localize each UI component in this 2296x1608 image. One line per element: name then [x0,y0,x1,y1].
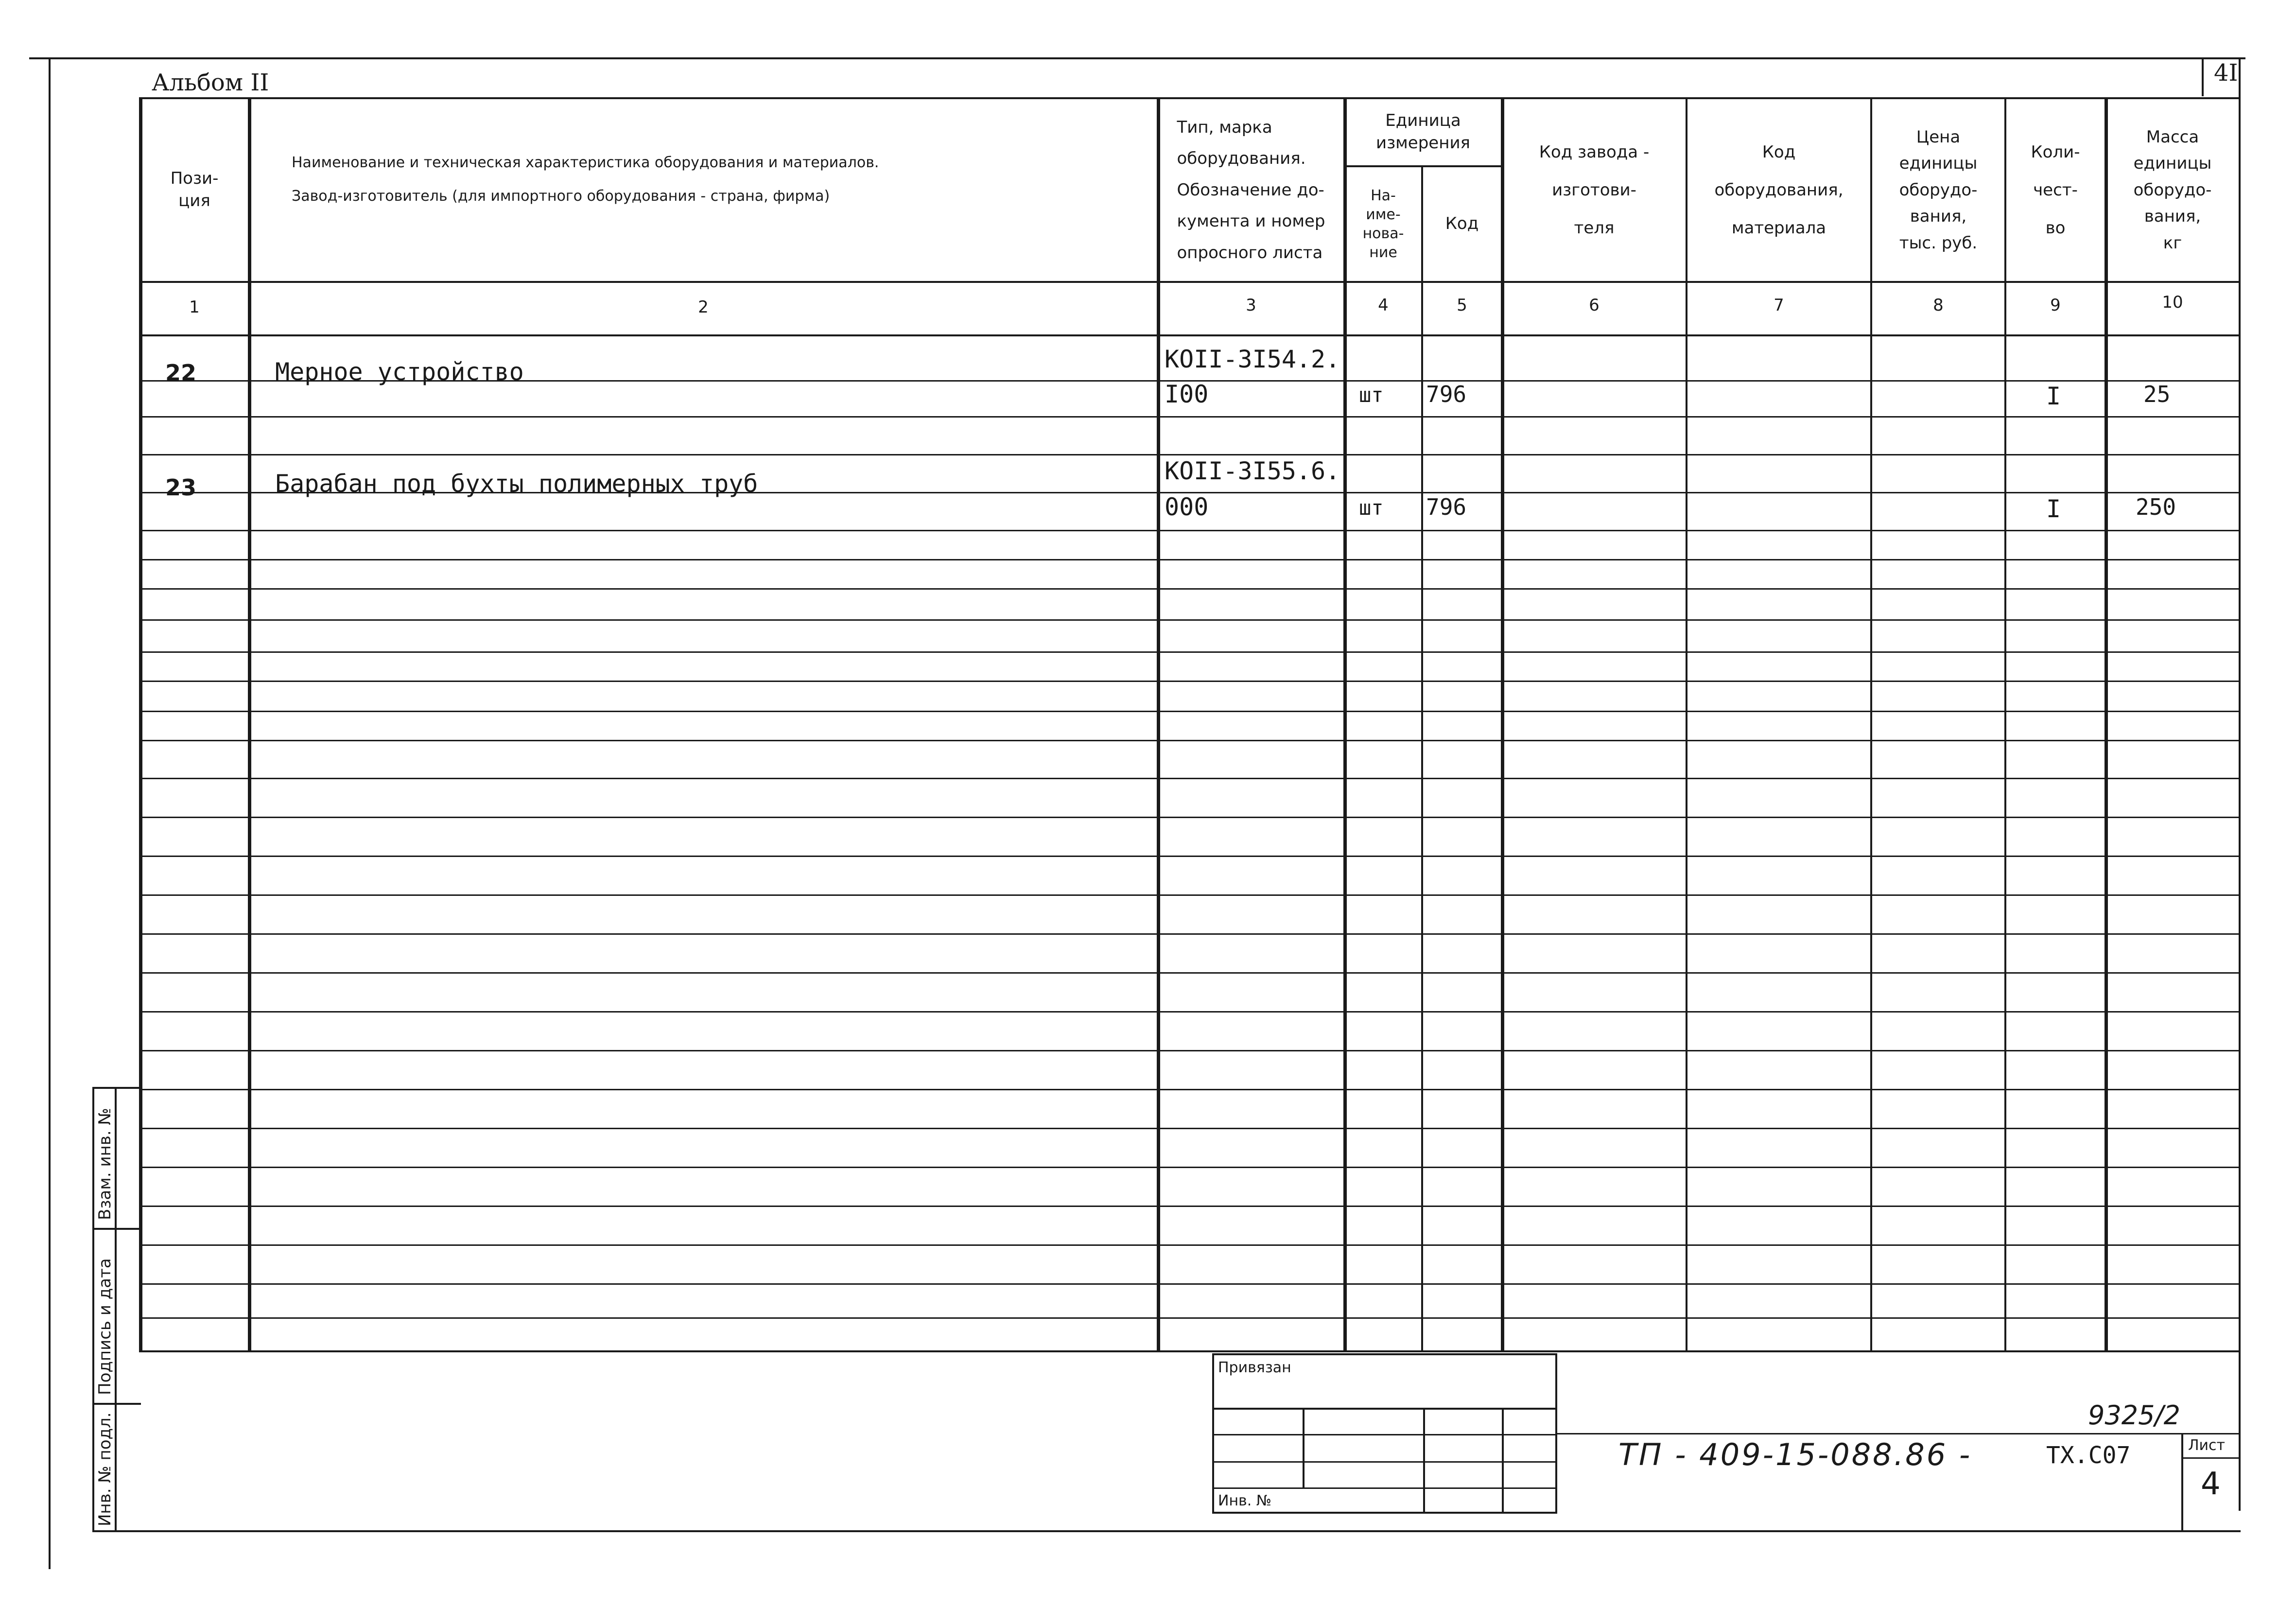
col8-divider [2004,97,2006,1352]
stamp-col3 [1502,1408,1504,1514]
colnum-1: 1 [189,297,200,317]
row-22-unit: шт [1359,383,1384,407]
sheet-box-left [2181,1433,2183,1532]
table-row-line [141,1050,2239,1051]
row-23-type-line2: 000 [1165,493,1209,521]
colnum-4: 4 [1378,296,1389,315]
side-stamp-mid [115,1087,117,1532]
colnum-5: 5 [1457,296,1467,315]
stamp-line1 [1212,1408,1557,1410]
row-22-mass: 25 [2143,381,2171,407]
table-row-line [141,1283,2239,1285]
title-block-divider [1555,1433,2241,1434]
table-row-line [141,972,2239,974]
colnum-9: 9 [2050,296,2061,315]
side-stamp-inv-podl: Инв. № подл. [95,1412,115,1526]
sheet-box-mid [2181,1457,2241,1459]
side-stamp-left [92,1087,94,1532]
row-22-position: 22 [165,360,197,386]
album-title: Альбом II [152,69,269,96]
col10-header: Масса единицы оборудо- вания, кг [2133,127,2212,253]
table-row-line [141,1167,2239,1168]
table-row-line [141,1011,2239,1013]
side-stamp-div2 [92,1403,141,1405]
side-stamp-top [92,1087,141,1089]
row-23-unit: шт [1359,496,1384,520]
stamp-top [1212,1353,1557,1355]
table-bottom-line [139,1350,2241,1352]
colnum-6: 6 [1589,296,1600,315]
col4-header: На- име- нова- ние [1362,187,1404,261]
col9-header: Коли- чест- во [2031,142,2080,238]
col9-divider [2105,97,2108,1352]
side-stamp-vzam-inv: Взам. инв. № [95,1108,115,1220]
table-row-line [141,651,2239,653]
col-left-border [139,97,142,1352]
page-number: 4I [2214,59,2238,87]
col2-header: Наименование и техническая характеристика оборудования и материалов. Завод-изготовитель (для импортного оборудования - страна, фирма) [292,154,879,205]
stamp-line4 [1212,1487,1557,1489]
unit-group-header: Единица измерения [1375,111,1471,153]
frame-top-line [29,57,2245,59]
col3-divider [1343,97,1347,1352]
table-row-line [141,933,2239,935]
col6-header: Код завода - изготови- теля [1539,142,1650,238]
stamp-privyazan: Привязан [1218,1359,1291,1376]
table-row-line [141,588,2239,590]
row-23-name: Барабан под бухты полимерных труб [275,470,758,498]
stamp-left [1212,1353,1214,1514]
col1-header: Пози- ция [170,169,219,210]
table-row-line [141,454,2239,455]
table-row-line [141,619,2239,621]
table-row-line [141,711,2239,712]
handwritten-number: 9325/2 [2088,1400,2180,1431]
side-stamp-podpis-data: Подпись и дата [95,1258,115,1395]
row-22-type-line2: I00 [1165,380,1209,408]
stamp-col1 [1303,1408,1305,1488]
table-row-line [141,681,2239,682]
colnum-2: 2 [698,297,709,317]
table-row-line [141,1244,2239,1246]
table-row-line [141,856,2239,857]
page-number-divider [2202,57,2204,96]
row-22-type-line1: КОII-3I54.2. [1165,345,1340,373]
table-row-line [141,416,2239,418]
table-row-line [141,1317,2239,1319]
sheet-label: Лист [2188,1437,2226,1454]
frame-left-line [49,57,51,1569]
colnum-3: 3 [1246,296,1256,315]
table-row-line [141,1128,2239,1129]
table-row-line [141,740,2239,741]
stamp-line3 [1212,1461,1557,1463]
col7-divider [1870,97,1872,1352]
row-23-position: 23 [165,474,197,501]
table-row-line [141,559,2239,560]
stamp-inv-no: Инв. № [1218,1492,1272,1509]
row-23-unit-code: 796 [1426,494,1467,520]
side-stamp-div1 [92,1228,141,1230]
col1-divider [248,97,251,1352]
row-23-mass: 250 [2136,494,2176,520]
sheet-code: ТХ.С07 [2046,1442,2131,1469]
col6-divider [1686,97,1687,1352]
row-23-type-line1: КОII-3I55.6. [1165,457,1340,485]
stamp-line2 [1212,1434,1557,1435]
colnum-10: 10 [2162,293,2183,312]
col3-header: Тип, марка оборудования. Обозначение до- кумента и номер опросного листа [1177,117,1325,262]
row-23-quantity: I [2046,495,2061,523]
header-bottom-line [139,281,2241,283]
col2-divider [1157,97,1160,1352]
stamp-col2 [1423,1408,1425,1514]
table-row-line [141,778,2239,779]
doc-code: ТП - 409-15-088.86 - [1618,1437,1972,1472]
col5-divider [1501,97,1504,1352]
col4-divider [1421,165,1423,1352]
col-right-border [2239,97,2241,1352]
col8-header: Цена единицы оборудо- вания, тыс. руб. [1899,127,1978,253]
col7-header: Код оборудования, материала [1714,142,1844,238]
table-row-line [141,1206,2239,1207]
colnum-8: 8 [1933,296,1944,315]
row-22-unit-code: 796 [1426,381,1467,407]
row-22-quantity: I [2046,382,2061,410]
table-row-line [141,1089,2239,1090]
colnum-7: 7 [1774,296,1784,315]
stamp-bottom [1212,1512,1557,1514]
row-22-name: Мерное устройство [275,358,524,386]
table-row-line [141,530,2239,531]
table-row-line [141,817,2239,818]
sheet-value: 4 [2201,1466,2221,1502]
col5-header: Код [1445,214,1479,234]
frame-bottom-line [92,1530,2241,1532]
table-row-line [141,894,2239,896]
colnum-bottom-line [139,334,2241,336]
